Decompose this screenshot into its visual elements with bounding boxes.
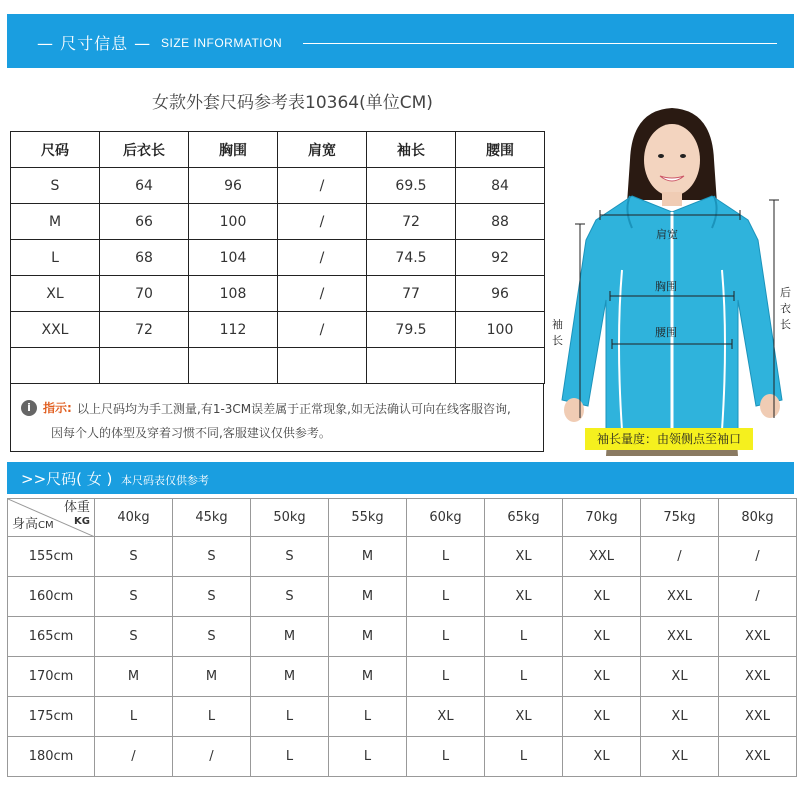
size-recommendation: XL — [563, 737, 641, 777]
size-row — [11, 276, 545, 312]
sleeve-measure-tag: 袖长量度：由领侧点至袖口 — [585, 428, 753, 450]
weight-header: 60kg — [407, 499, 485, 537]
size-cell: 69.5 — [367, 168, 456, 204]
height-label: 175cm — [8, 697, 95, 737]
size-recommendation: S — [173, 537, 251, 577]
size-recommendation: XL — [641, 657, 719, 697]
size-cell: 66 — [100, 204, 189, 240]
size-recommendation: XL — [485, 537, 563, 577]
size-recommendation: XXL — [719, 657, 797, 697]
size-recommendation: XXL — [563, 537, 641, 577]
size-recommendation: L — [251, 737, 329, 777]
banner-divider — [303, 43, 777, 44]
weight-header: 80kg — [719, 499, 797, 537]
size-recommendation: M — [173, 657, 251, 697]
size-info-banner — [7, 14, 794, 68]
size-row — [11, 240, 545, 276]
size-recommendation: XXL — [641, 617, 719, 657]
height-axis-label: 身高CM — [12, 517, 54, 532]
size-cell: 79.5 — [367, 312, 456, 348]
size-recommendation: L — [485, 617, 563, 657]
size-row — [11, 348, 545, 384]
size-recommendation: L — [329, 737, 407, 777]
size-recommendation: M — [95, 657, 173, 697]
size-recommendation: / — [719, 537, 797, 577]
sleeve-label: 袖长 — [552, 318, 563, 347]
weight-header-row — [8, 499, 797, 537]
size-cell: XXL — [11, 312, 100, 348]
size-recommendation: XXL — [719, 697, 797, 737]
size-recommendation: M — [251, 617, 329, 657]
col-header: 胸围 — [189, 132, 278, 168]
chest-label: 胸围 — [655, 280, 677, 293]
size-recommendation: XL — [563, 697, 641, 737]
back-length-label: 后衣长 — [780, 286, 791, 331]
size-cell: 84 — [456, 168, 545, 204]
col-header: 后衣长 — [100, 132, 189, 168]
size-recommendation: S — [173, 577, 251, 617]
size-cell: 108 — [189, 276, 278, 312]
size-cell: 104 — [189, 240, 278, 276]
size-cell: 77 — [367, 276, 456, 312]
weight-header: 40kg — [95, 499, 173, 537]
banner-title: — 尺寸信息 — — [37, 34, 152, 53]
size-recommendation: M — [329, 577, 407, 617]
size-recommendation: XL — [407, 697, 485, 737]
size-row — [11, 168, 545, 204]
size-cell: 70 — [100, 276, 189, 312]
size-cell: 100 — [456, 312, 545, 348]
size-recommendation: S — [173, 617, 251, 657]
size-recommendation: S — [251, 577, 329, 617]
size-recommendation: XL — [563, 617, 641, 657]
size-recommendation: S — [95, 577, 173, 617]
note-text: 因每个人的体型及穿着习惯不同,客服建议仅供参考。 — [51, 426, 331, 440]
size-cell: M — [11, 204, 100, 240]
height-label: 160cm — [8, 577, 95, 617]
face — [644, 124, 700, 196]
size-recommendation: XL — [563, 657, 641, 697]
weight-header: 75kg — [641, 499, 719, 537]
size-cell: 92 — [456, 240, 545, 276]
weight-header: 65kg — [485, 499, 563, 537]
height-row — [8, 737, 797, 777]
size-recommendation: L — [485, 657, 563, 697]
size-recommendation: XL — [485, 697, 563, 737]
col-header: 肩宽 — [278, 132, 367, 168]
size-recommendation: XXL — [719, 737, 797, 777]
note-label: 指示: — [43, 401, 72, 415]
size-cell: 112 — [189, 312, 278, 348]
weight-header: 45kg — [173, 499, 251, 537]
size-recommendation: L — [329, 697, 407, 737]
size-recommendation: S — [251, 537, 329, 577]
col-header: 尺码 — [11, 132, 100, 168]
height-row — [8, 537, 797, 577]
size-recommendation: XL — [641, 697, 719, 737]
height-row — [8, 577, 797, 617]
height-label: 155cm — [8, 537, 95, 577]
size-recommendation: L — [407, 657, 485, 697]
size-cell: 72 — [100, 312, 189, 348]
size-recommendation: XXL — [719, 617, 797, 657]
size-recommendation: M — [251, 657, 329, 697]
note-text: 以上尺码均为手工测量,有1-3CM误差属于正常现象,如无法确认可向在线客服咨询, — [77, 402, 511, 416]
height-label: 180cm — [8, 737, 95, 777]
size-table — [10, 131, 545, 384]
size-recommendation: L — [485, 737, 563, 777]
size-cell — [456, 348, 545, 384]
waist-label: 腰围 — [655, 326, 677, 339]
size-recommendation: / — [95, 737, 173, 777]
women-size-banner — [7, 462, 794, 494]
table-corner — [8, 499, 95, 537]
size-cell: 100 — [189, 204, 278, 240]
height-row — [8, 697, 797, 737]
info-icon: i — [21, 400, 37, 416]
height-label: 165cm — [8, 617, 95, 657]
size-cell: XL — [11, 276, 100, 312]
size-cell — [367, 348, 456, 384]
size-row — [11, 204, 545, 240]
size-recommendation: L — [173, 697, 251, 737]
size-cell: 68 — [100, 240, 189, 276]
size-cell: / — [278, 276, 367, 312]
size-recommendation: S — [95, 537, 173, 577]
size-cell: / — [278, 240, 367, 276]
size-recommendation: S — [95, 617, 173, 657]
col-header: 腰围 — [456, 132, 545, 168]
weight-header: 55kg — [329, 499, 407, 537]
size-cell: L — [11, 240, 100, 276]
size-recommendation: L — [251, 697, 329, 737]
size-recommendation: XL — [641, 737, 719, 777]
size-cell: 72 — [367, 204, 456, 240]
height-label: 170cm — [8, 657, 95, 697]
size-recommendation: / — [719, 577, 797, 617]
size-cell: / — [278, 168, 367, 204]
weight-axis-label: 体重 KG — [63, 500, 90, 527]
banner-subtitle: SIZE INFORMATION — [161, 36, 283, 50]
size-row — [11, 312, 545, 348]
size-recommendation: / — [641, 537, 719, 577]
size-cell: 64 — [100, 168, 189, 204]
size-recommendation: / — [173, 737, 251, 777]
size-cell: / — [278, 312, 367, 348]
weight-header: 50kg — [251, 499, 329, 537]
model-figure — [552, 100, 792, 456]
size-recommendation: XL — [485, 577, 563, 617]
size-cell: 88 — [456, 204, 545, 240]
height-row — [8, 657, 797, 697]
size-recommendation: M — [329, 617, 407, 657]
shoulder-label: 肩宽 — [656, 228, 678, 241]
size-cell — [11, 348, 100, 384]
height-weight-table — [7, 498, 797, 777]
sub-banner-note: 本尺码表仅供参考 — [121, 474, 209, 487]
size-cell: 96 — [456, 276, 545, 312]
size-cell: 74.5 — [367, 240, 456, 276]
size-cell: 96 — [189, 168, 278, 204]
size-cell — [100, 348, 189, 384]
note-box — [10, 384, 544, 452]
size-recommendation: M — [329, 657, 407, 697]
size-cell: / — [278, 204, 367, 240]
size-cell: S — [11, 168, 100, 204]
size-table-header — [11, 132, 545, 168]
weight-header: 70kg — [563, 499, 641, 537]
size-recommendation: XXL — [641, 577, 719, 617]
size-recommendation: L — [407, 737, 485, 777]
size-recommendation: L — [95, 697, 173, 737]
size-cell — [189, 348, 278, 384]
size-cell — [278, 348, 367, 384]
size-recommendation: M — [329, 537, 407, 577]
size-chart-title: 女款外套尺码参考表10364(单位CM) — [152, 93, 433, 113]
size-recommendation: L — [407, 537, 485, 577]
height-row — [8, 617, 797, 657]
sub-banner-title: >>尺码( 女 ) — [21, 470, 113, 488]
size-recommendation: XL — [563, 577, 641, 617]
size-recommendation: L — [407, 577, 485, 617]
size-recommendation: L — [407, 617, 485, 657]
col-header: 袖长 — [367, 132, 456, 168]
